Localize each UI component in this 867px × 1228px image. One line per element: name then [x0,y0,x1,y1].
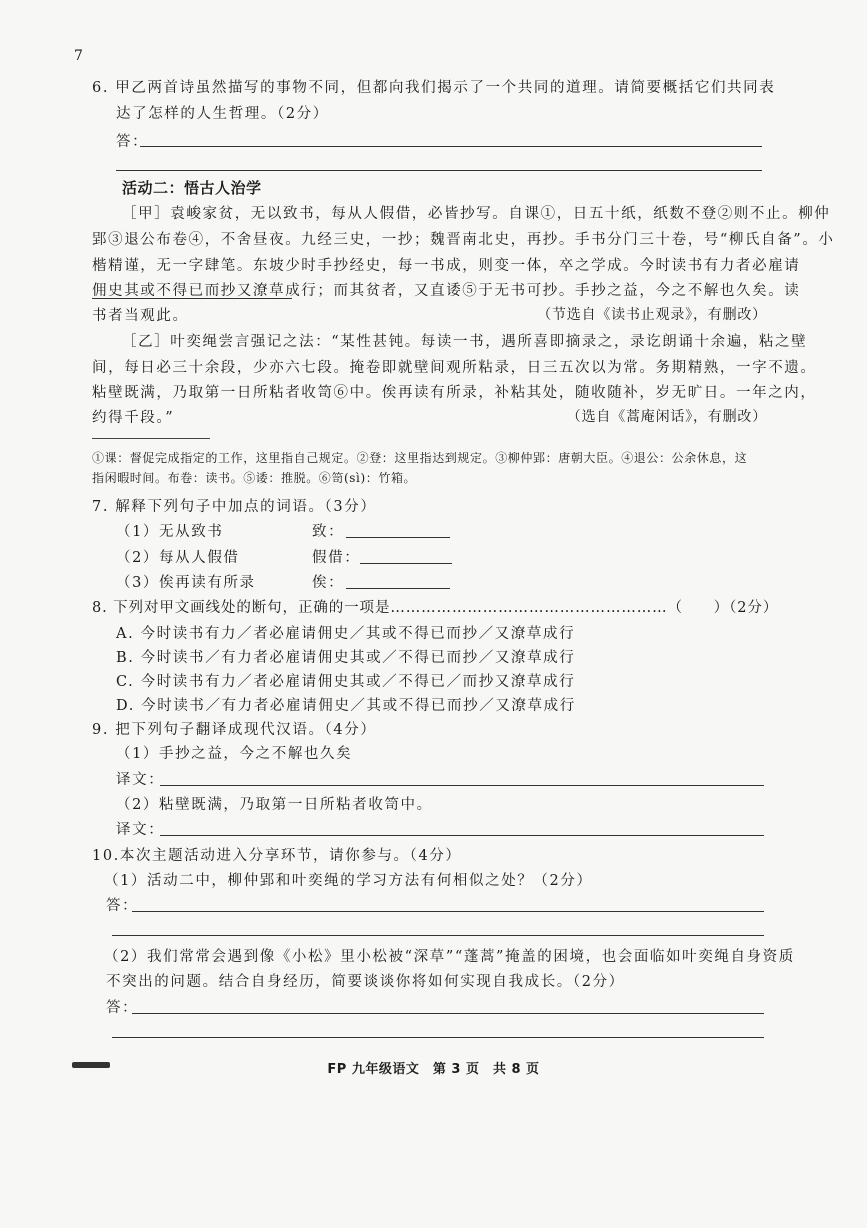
jia-line1: ［甲］袁峻家贫，无以致书，每从人假借，必皆抄写。自课①，日五十纸，纸数不登②则不止。柳仲 [122,206,831,222]
q6-line2: 达了怎样的人生哲理。（2分） [116,106,329,122]
q9-s1: （1）手抄之益，今之不解也久矣 [116,746,353,762]
q7-item2-blank[interactable] [360,563,452,564]
corner-mark: 7 [74,48,83,64]
q9-s2-label: 译文： [116,822,165,838]
notes-line1: ①课：督促完成指定的工作，这里指自己规定。②登：这里指达到规定。③柳仲郢：唐朝大臣。④退公：公余休息，这 [92,451,748,465]
activity2-heading: 活动二：悟古人治学 [122,179,262,197]
q8-option-d[interactable]: D. 今时读书／有力者必雇请佣史／其或不得已而抄／又潦草成行 [116,698,576,714]
q8-option-b[interactable]: B. 今时读书／有力者必雇请佣史其或／不得已而抄／又潦草成行 [116,650,576,666]
q9-s1-label: 译文： [116,772,165,788]
q10-s1-answer-line-2[interactable] [112,935,764,936]
yi-line2: 间，每日必三十余段，少亦六七段。掩卷即就壁间观所粘录，日三五次以为常。务期精熟，一字不遗。 [92,360,817,376]
q8-stem: 8. 下列对甲文画线处的断句，正确的一项是………………………………………………（ ）（2分） [92,600,779,616]
jia-line3: 楷精谨，无一字肆笔。东坡少时手抄经史，每一书成，则变一体，卒之学成。今时读书有力者必雇请 [92,258,801,274]
q7-item3-text: （3）俟再读有所录 [116,575,256,591]
jia-line4: 佣史其或不得已而抄又潦草成行；而其贫者，又直诿⑤于无书可抄。手抄之益，今之不解也久矣。读 [92,283,801,299]
notes-line2: 指闲暇时间。布卷：读书。⑤诿：推脱。⑥笥(sì)：竹箱。 [92,471,417,485]
q10-s1: （1）活动二中，柳仲郢和叶奕绳的学习方法有何相似之处？（2分） [104,873,593,889]
q10-s1-answer-line[interactable] [132,911,764,912]
jia-line5: 书者当观此。 [92,308,189,324]
jia-underline [92,298,292,299]
q8-option-a[interactable]: A. 今时读书有力／者必雇请佣史／其或不得已而抄／又潦草成行 [116,626,576,642]
q7-item2-text: （2）每从人假借 [116,550,240,566]
q7-item2-label: 假借： [312,550,361,566]
q6-answer-label: 答： [116,134,149,150]
jia-source: （节选自《读书止观录》，有删改） [537,307,767,323]
yi-source: （选自《蒿庵闲话》，有删改） [566,409,767,425]
yi-line3: 粘壁既满，乃取第一日所粘者收笥⑥中。俟再读有所录，补粘其处，随收随补，岁无旷日。一年之内， [92,385,817,401]
q10-stem: 10.本次主题活动进入分享环节，请你参与。（4分） [92,848,462,864]
q9-s1-answer-line[interactable] [160,785,764,786]
q10-s2-line2: 不突出的问题。结合自身经历，简要谈谈你将如何实现自我成长。（2分） [106,974,625,990]
footnote-divider [92,438,210,439]
q7-item3-blank[interactable] [346,588,450,589]
q9-s2-answer-line[interactable] [160,835,764,836]
yi-line1: ［乙］叶奕绳尝言强记之法：“某性甚钝。每读一书，遇所喜即摘录之，录讫朗诵十余遍，粘之壁 [122,334,808,350]
q7-item1-blank[interactable] [346,537,450,538]
q10-s2-answer-label: 答： [106,1000,139,1016]
q10-s1-answer-label: 答： [106,898,139,914]
q8-option-c[interactable]: C. 今时读书有力／者必雇请佣史其或／不得已／而抄又潦草成行 [116,674,576,690]
q9-s2: （2）粘壁既满，乃取第一日所粘者收笥中。 [116,797,433,813]
q7-item1-text: （1）无从致书 [116,524,224,540]
q7-item1-label: 致： [312,524,345,540]
q6-line1: 6. 甲乙两首诗虽然描写的事物不同，但都向我们揭示了一个共同的道理。请简要概括它们共同表 [92,80,776,96]
q7-stem: 7. 解释下列句子中加点的词语。（3分） [92,499,377,515]
q6-answer-line[interactable] [140,146,762,147]
q9-stem: 9. 把下列句子翻译成现代汉语。（4分） [92,722,377,738]
q10-s2-answer-line[interactable] [132,1013,764,1014]
q10-s2-line1: （2）我们常常会遇到像《小松》里小松被“深草”“蓬蒿”掩盖的困境，也会面临如叶奕绳自身资质 [104,949,795,965]
q7-item3-label: 俟： [312,575,345,591]
q10-s2-answer-line-2[interactable] [112,1037,764,1038]
jia-line2: 郢③退公布卷④，不舍昼夜。九经三史，一抄；魏晋南北史，再抄。手书分门三十卷，号“柳氏自备”。小 [92,232,835,248]
page-footer: FP 九年级语文 第 3 页 共 8 页 [327,1062,540,1077]
yi-line4: 约得千段。” [92,410,175,426]
q6-answer-line-2[interactable] [116,170,762,171]
